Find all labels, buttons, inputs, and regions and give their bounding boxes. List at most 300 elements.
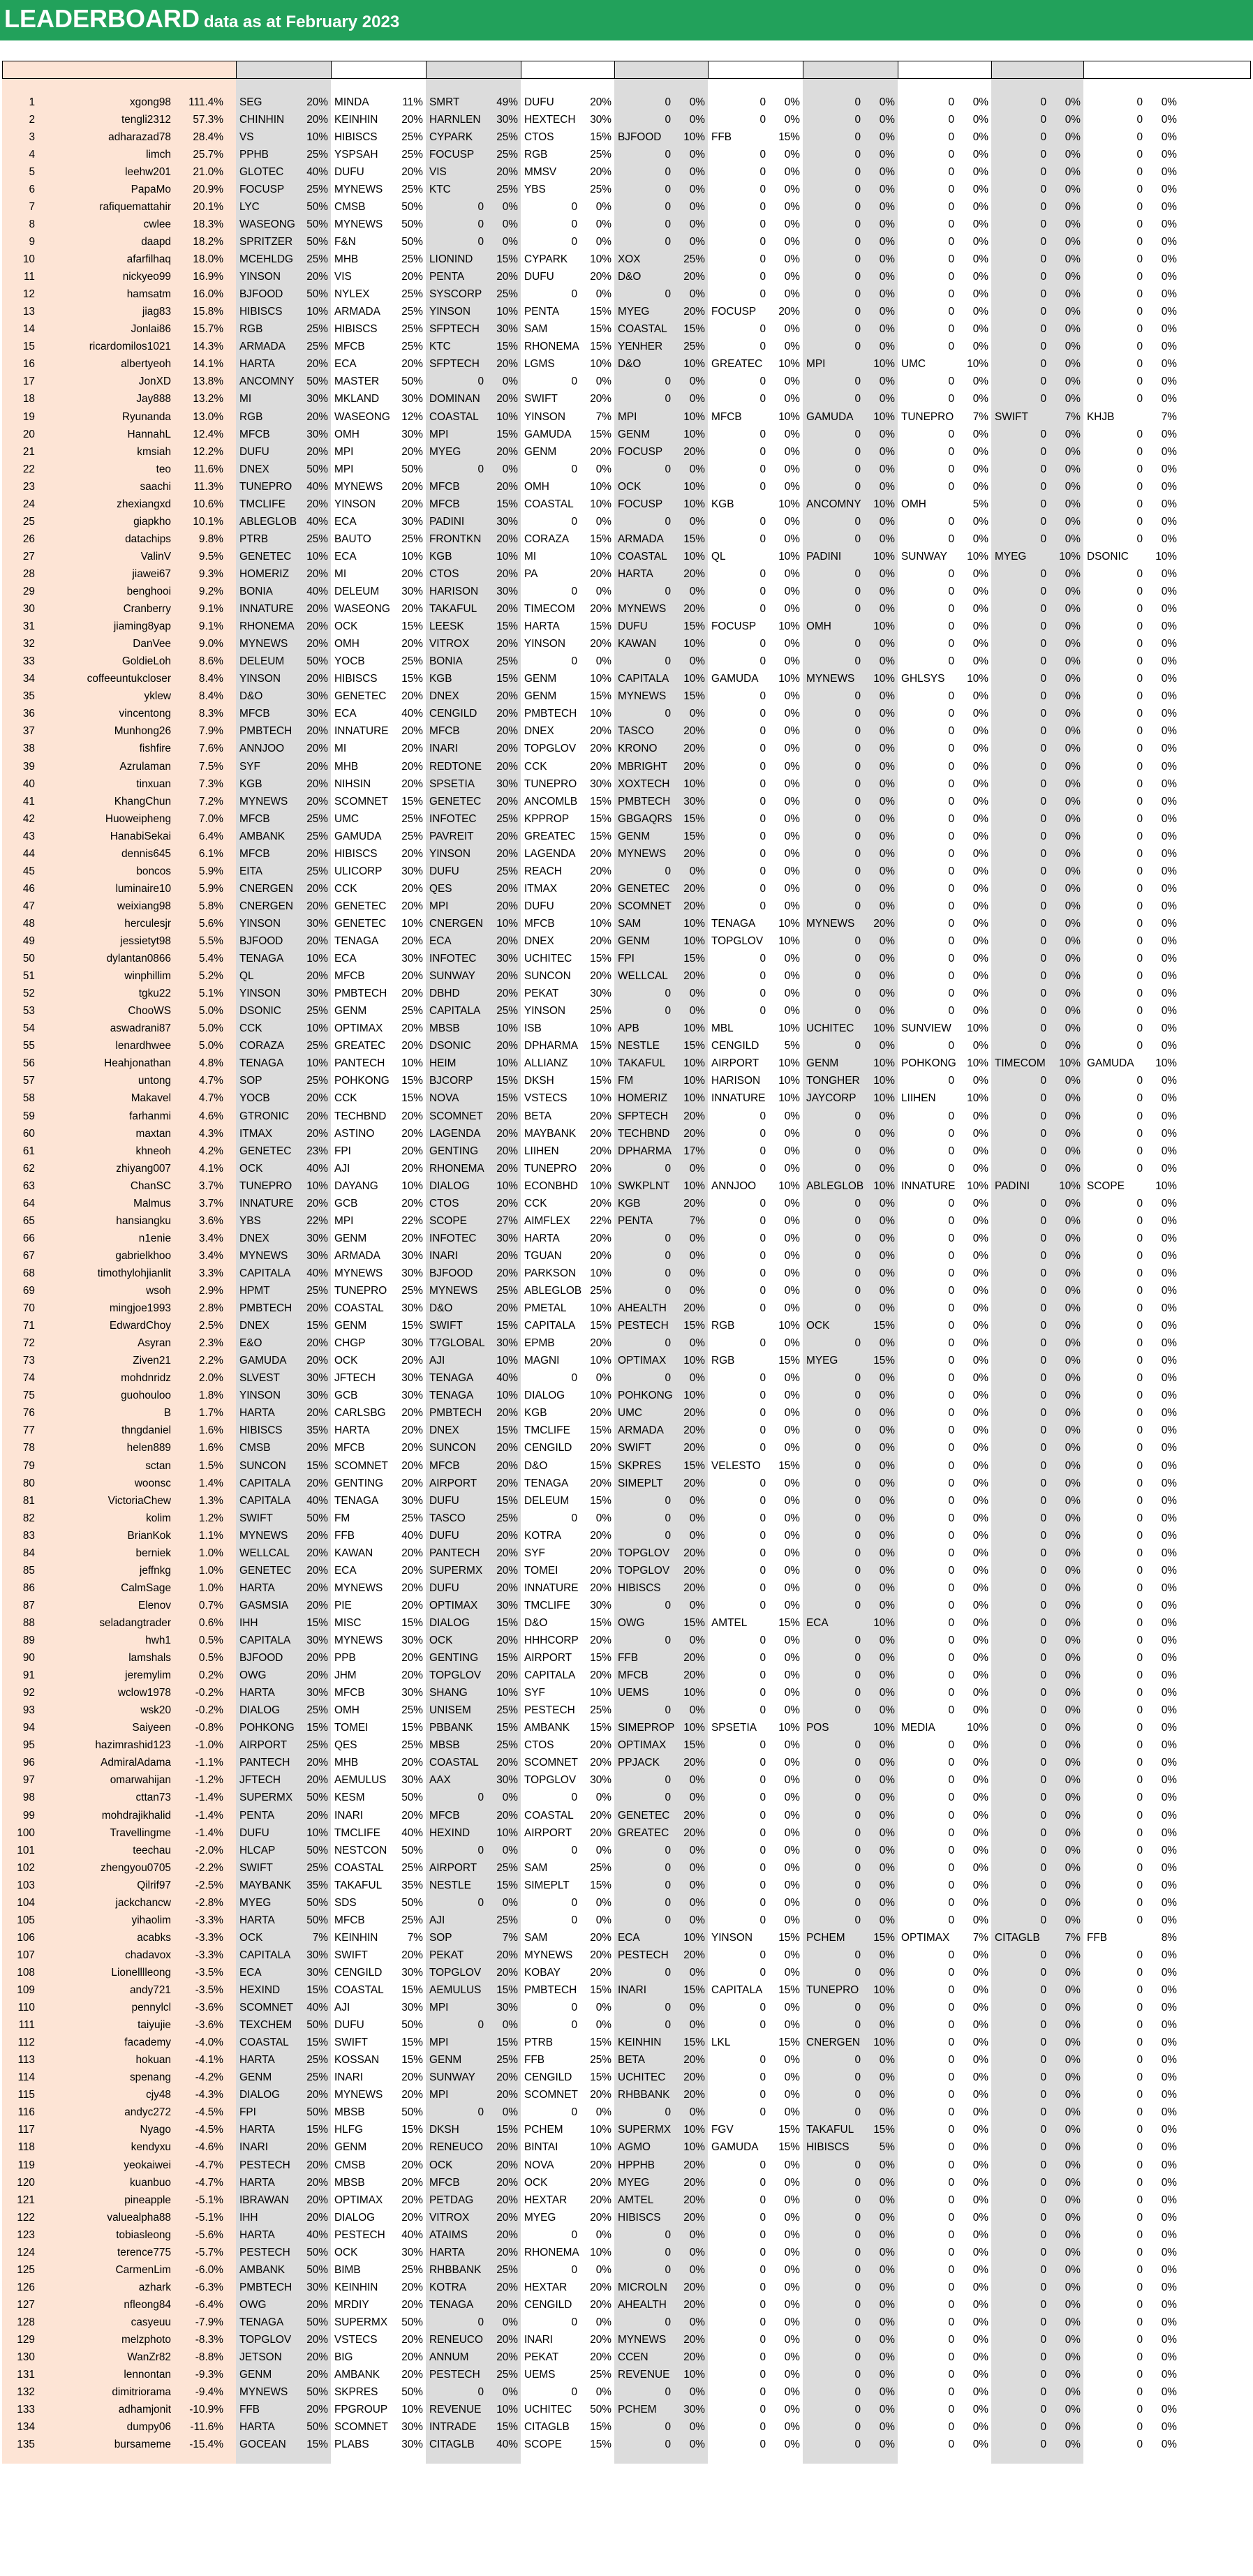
- investment-counter-empty: 0: [571, 463, 577, 475]
- investment-percent: 0%: [1065, 1914, 1081, 1926]
- investment-percent: 20%: [496, 900, 518, 912]
- investment-percent: 20%: [401, 1022, 423, 1035]
- investment-percent: 10%: [590, 1057, 611, 1070]
- investment-counter-empty: 0: [759, 1547, 766, 1559]
- row-stockbitor: dimitriorama: [112, 2386, 171, 2399]
- investment-counter: HARTA: [239, 1914, 275, 1926]
- investment-percent: 10%: [683, 917, 705, 930]
- investment-counter-empty: 0: [1040, 1285, 1046, 1297]
- investment-percent: 0%: [879, 2386, 895, 2399]
- investment-counter-empty: 0: [948, 1529, 954, 1542]
- investment-percent: 0%: [972, 1127, 988, 1140]
- investment-counter-empty: 0: [759, 812, 766, 825]
- row-rank: 13: [22, 306, 35, 318]
- investment-counter-empty: 0: [1040, 970, 1046, 983]
- investment-percent: 0%: [784, 1757, 800, 1769]
- investment-counter-empty: 0: [759, 218, 766, 230]
- investment-counter-empty: 0: [1040, 690, 1046, 703]
- investment-counter-empty: 0: [948, 2369, 954, 2381]
- investment-percent: 15%: [683, 1616, 705, 1629]
- investment-percent: 0%: [1161, 1302, 1177, 1315]
- investment-percent: 0%: [1065, 131, 1081, 143]
- investment-percent: 30%: [401, 1494, 423, 1507]
- investment-counter: MYNEWS: [524, 1949, 573, 1961]
- investment-counter-empty: 0: [1136, 953, 1143, 965]
- row-stockbitor: xgong98: [129, 96, 171, 108]
- investment-percent: 0%: [784, 1879, 800, 1891]
- investment-percent: 50%: [306, 200, 328, 213]
- investment-percent: 20%: [306, 1652, 328, 1665]
- investment-percent: 0%: [879, 218, 895, 230]
- investment-counter-empty: 0: [759, 830, 766, 842]
- investment-counter: ARMADA: [618, 533, 664, 545]
- investment-percent: 10%: [683, 2141, 705, 2154]
- investment-counter-empty: 0: [1136, 900, 1143, 912]
- investment-counter-empty: 0: [948, 2176, 954, 2189]
- investment-percent: 0%: [1161, 830, 1177, 842]
- investment-percent: 15%: [496, 1722, 518, 1734]
- investment-percent: 15%: [401, 2054, 423, 2067]
- investment-percent: 10%: [590, 498, 611, 510]
- investment-percent: 20%: [306, 2176, 328, 2189]
- investment-percent: 0%: [1161, 1249, 1177, 1262]
- investment-percent: 0%: [879, 2211, 895, 2224]
- investment-percent: 20%: [496, 1197, 518, 1209]
- investment-counter: OCK: [618, 480, 642, 493]
- investment-counter: LAGENDA: [524, 847, 576, 860]
- investment-counter: CNERGEN: [239, 882, 293, 895]
- investment-counter-empty: 0: [571, 1372, 577, 1385]
- row-return: 15.7%: [193, 323, 223, 336]
- investment-counter-empty: 0: [1136, 743, 1143, 755]
- investment-percent: 20%: [496, 1145, 518, 1157]
- investment-percent: 0%: [972, 1966, 988, 1979]
- investment-counter: PMBTECH: [239, 725, 292, 738]
- investment-counter: ALLIANZ: [524, 1057, 568, 1070]
- row-stockbitor: lamshals: [128, 1652, 171, 1665]
- investment-percent: 0%: [784, 1424, 800, 1437]
- investment-counter-empty: 0: [1040, 1005, 1046, 1018]
- investment-percent: 0%: [784, 655, 800, 668]
- investment-percent: 0%: [879, 1424, 895, 1437]
- investment-counter-empty: 0: [1040, 1355, 1046, 1367]
- investment-percent: 0%: [879, 900, 895, 912]
- investment-percent: 0%: [784, 2176, 800, 2189]
- investment-percent: 10%: [683, 1092, 705, 1105]
- investment-percent: 0%: [1161, 847, 1177, 860]
- investment-percent: 20%: [306, 2141, 328, 2154]
- investment-counter-empty: 0: [1040, 1040, 1046, 1052]
- investment-percent: 0%: [1065, 847, 1081, 860]
- investment-counter-empty: 0: [571, 1914, 577, 1926]
- investment-percent: 25%: [590, 183, 611, 195]
- investment-percent: 0%: [879, 2054, 895, 2067]
- investment-counter-empty: 0: [665, 1494, 671, 1507]
- investment-percent: 20%: [496, 2176, 518, 2189]
- investment-percent: 0%: [972, 970, 988, 983]
- investment-percent: 0%: [879, 306, 895, 318]
- investment-counter: FOCUSP: [711, 620, 757, 633]
- investment-counter: HIBISCS: [618, 2211, 661, 2224]
- investment-counter-empty: 0: [948, 1162, 954, 1175]
- investment-counter-empty: 0: [1136, 2054, 1143, 2067]
- investment-counter-empty: 0: [1040, 1320, 1046, 1332]
- investment-counter-empty: 0: [759, 1197, 766, 1209]
- investment-counter: TAKAFUL: [429, 603, 477, 616]
- row-stockbitor: kendyxu: [131, 2141, 171, 2154]
- investment-percent: 15%: [496, 1092, 518, 1105]
- investment-percent: 15%: [401, 1320, 423, 1332]
- investment-percent: 10%: [778, 1075, 800, 1087]
- investment-counter: E&O: [239, 1337, 262, 1350]
- row-rank: 46: [22, 882, 35, 895]
- investment-percent: 0%: [595, 2106, 611, 2119]
- investment-counter: OMH: [334, 638, 359, 650]
- investment-counter-empty: 0: [477, 2316, 484, 2328]
- row-stockbitor: Elenov: [138, 1599, 171, 1611]
- investment-counter-empty: 0: [1136, 690, 1143, 703]
- investment-percent: 25%: [306, 341, 328, 353]
- investment-percent: 25%: [683, 253, 705, 266]
- row-stockbitor: woonsc: [134, 1477, 171, 1489]
- investment-counter: ECA: [334, 1564, 357, 1577]
- investment-counter: PMBTECH: [618, 795, 671, 807]
- investment-counter-empty: 0: [854, 777, 861, 790]
- investment-counter-empty: 0: [1040, 1424, 1046, 1437]
- investment-percent: 0%: [1161, 113, 1177, 126]
- investment-counter-empty: 0: [854, 2211, 861, 2224]
- investment-percent: 0%: [1161, 1197, 1177, 1209]
- investment-percent: 11%: [402, 96, 423, 108]
- row-rank: 74: [22, 1372, 35, 1385]
- investment-percent: 10%: [873, 550, 895, 563]
- investment-counter-empty: 0: [759, 2298, 766, 2311]
- investment-counter-empty: 0: [759, 236, 766, 248]
- investment-counter: FFB: [1087, 1931, 1108, 1944]
- row-rank: 55: [22, 1040, 35, 1052]
- investment-percent: 20%: [401, 271, 423, 283]
- investment-counter-empty: 0: [948, 2124, 954, 2136]
- investment-percent: 0%: [1065, 1022, 1081, 1035]
- investment-percent: 0%: [689, 1774, 705, 1787]
- investment-counter-empty: 0: [1136, 1844, 1143, 1856]
- investment-percent: 10%: [778, 550, 800, 563]
- investment-percent: 0%: [784, 1162, 800, 1175]
- investment-counter: CORAZA: [524, 533, 570, 545]
- investment-percent: 0%: [1161, 358, 1177, 371]
- investment-counter: SFPTECH: [429, 323, 480, 336]
- investment-counter: AAX: [429, 1774, 451, 1787]
- investment-counter: TUNEPRO: [239, 480, 292, 493]
- investment-percent: 25%: [401, 830, 423, 842]
- investment-counter: CHINHIN: [239, 113, 285, 126]
- investment-counter: JHM: [334, 1669, 357, 1682]
- row-rank: 64: [22, 1197, 35, 1209]
- investment-counter: SWKPLNT: [618, 1179, 670, 1192]
- investment-percent: 0%: [1065, 271, 1081, 283]
- row-stockbitor: BrianKok: [127, 1529, 171, 1542]
- row-rank: 62: [22, 1162, 35, 1175]
- investment-percent: 0%: [784, 1826, 800, 1839]
- investment-counter: EITA: [239, 865, 263, 877]
- investment-counter-empty: 0: [948, 2263, 954, 2276]
- investment-counter: HHHCORP: [524, 1635, 579, 1646]
- investment-percent: 15%: [401, 2124, 423, 2136]
- investment-counter-empty: 0: [759, 1162, 766, 1175]
- investment-counter-empty: 0: [1136, 567, 1143, 580]
- investment-percent: 0%: [1161, 586, 1177, 597]
- investment-counter-empty: 0: [948, 988, 954, 1000]
- row-return: 9.2%: [198, 586, 223, 597]
- investment-counter: D&O: [618, 271, 642, 283]
- investment-counter-empty: 0: [665, 1792, 671, 1804]
- investment-counter: HARTA: [524, 620, 560, 633]
- investment-percent: 0%: [1065, 988, 1081, 1000]
- investment-percent: 0%: [1161, 2002, 1177, 2014]
- row-return: 9.1%: [198, 620, 223, 633]
- investment-percent: 10%: [683, 1179, 705, 1192]
- investment-counter-empty: 0: [854, 2089, 861, 2101]
- investment-percent: 20%: [401, 1145, 423, 1157]
- investment-counter-empty: 0: [1040, 830, 1046, 842]
- row-rank: 96: [22, 1757, 35, 1769]
- investment-counter-empty: 0: [948, 1110, 954, 1122]
- investment-percent: 15%: [306, 1616, 328, 1629]
- investment-counter: SWIFT: [618, 1442, 651, 1454]
- investment-counter: SWIFT: [524, 393, 558, 405]
- row-return: 5.8%: [198, 900, 223, 912]
- investment-percent: 15%: [590, 1984, 611, 1996]
- investment-counter-empty: 0: [854, 1844, 861, 1856]
- investment-percent: 0%: [595, 218, 611, 230]
- row-rank: 86: [22, 1581, 35, 1594]
- row-rank: 68: [22, 1267, 35, 1279]
- investment-percent: 20%: [306, 673, 328, 685]
- investment-counter-empty: 0: [571, 2002, 577, 2014]
- investment-percent: 20%: [401, 638, 423, 650]
- investment-percent: 0%: [879, 1914, 895, 1926]
- investment-counter: BAUTO: [334, 533, 371, 545]
- investment-percent: 20%: [683, 882, 705, 895]
- investment-counter: ECONBHD: [524, 1179, 578, 1192]
- investment-percent: 40%: [306, 1494, 328, 1507]
- investment-counter: DUFU: [524, 271, 554, 283]
- investment-counter: OMH: [334, 1704, 359, 1717]
- investment-counter: JAYCORP: [806, 1092, 857, 1105]
- row-rank: 105: [17, 1914, 35, 1926]
- investment-percent: 0%: [689, 463, 705, 475]
- investment-percent: 0%: [784, 2106, 800, 2119]
- investment-counter: MFCB: [711, 410, 742, 423]
- investment-percent: 0%: [595, 586, 611, 597]
- investment-counter: UEMS: [618, 1687, 649, 1699]
- investment-counter: HIBISCS: [334, 131, 378, 143]
- investment-counter: WASEONG: [334, 603, 390, 616]
- investment-counter: GENTING: [334, 1477, 384, 1489]
- investment-counter-empty: 0: [1040, 1512, 1046, 1524]
- investment-counter: DUFU: [239, 1826, 269, 1839]
- investment-counter: DIALOG: [239, 2089, 281, 2101]
- investment-percent: 0%: [879, 953, 895, 965]
- row-return: -0.8%: [195, 1722, 223, 1734]
- investment-counter: SCOMNET: [334, 795, 388, 807]
- investment-counter-empty: 0: [1136, 253, 1143, 266]
- investment-percent: 0%: [1161, 1075, 1177, 1087]
- investment-counter-empty: 0: [571, 515, 577, 528]
- investment-percent: 0%: [784, 638, 800, 650]
- investment-percent: 0%: [879, 1512, 895, 1524]
- investment-percent: 20%: [590, 1635, 611, 1646]
- investment-counter-empty: 0: [571, 2263, 577, 2276]
- investment-counter: MYNEWS: [618, 603, 667, 616]
- investment-percent: 0%: [1161, 375, 1177, 388]
- row-rank: 35: [22, 690, 35, 703]
- investment-counter: DELEUM: [524, 1494, 570, 1507]
- investment-percent: 40%: [306, 165, 328, 178]
- row-return: 5.0%: [198, 1040, 223, 1052]
- row-stockbitor: acabks: [137, 1931, 171, 1944]
- investment-percent: 0%: [784, 1214, 800, 1227]
- investment-counter: PANTECH: [239, 1757, 290, 1769]
- investment-counter: SWIFT: [239, 1512, 273, 1524]
- investment-counter: RHBBANK: [618, 2089, 670, 2101]
- investment-counter-empty: 0: [1136, 2211, 1143, 2224]
- investment-counter-empty: 0: [854, 795, 861, 807]
- investment-counter-empty: 0: [854, 1285, 861, 1297]
- investment-percent: 10%: [683, 1022, 705, 1035]
- investment-counter: HARTA: [239, 1581, 275, 1594]
- investment-percent: 0%: [879, 2263, 895, 2276]
- investment-counter-empty: 0: [854, 743, 861, 755]
- investment-counter: SCOMNET: [239, 2002, 293, 2014]
- investment-counter-empty: 0: [665, 200, 671, 213]
- investment-percent: 0%: [879, 1757, 895, 1769]
- investment-counter: INARI: [524, 2334, 554, 2346]
- investment-percent: 0%: [1161, 2334, 1177, 2346]
- investment-percent: 15%: [778, 1616, 800, 1629]
- row-rank: 77: [22, 1424, 35, 1437]
- investment-counter-empty: 0: [1136, 288, 1143, 301]
- investment-counter-empty: 0: [1136, 1616, 1143, 1629]
- investment-counter: COASTAL: [334, 1302, 384, 1315]
- investment-counter-empty: 0: [665, 1774, 671, 1787]
- investment-counter: PEKAT: [429, 1949, 464, 1961]
- investment-percent: 0%: [879, 2106, 895, 2119]
- investment-counter-empty: 0: [1136, 1162, 1143, 1175]
- row-return: 9.3%: [198, 567, 223, 580]
- investment-counter: PETDAG: [429, 2194, 474, 2206]
- investment-percent: 0%: [1161, 953, 1177, 965]
- investment-counter-empty: 0: [948, 1477, 954, 1489]
- investment-percent: 10%: [683, 498, 705, 510]
- investment-counter: TECHBND: [334, 1110, 387, 1122]
- investment-percent: 20%: [401, 2176, 423, 2189]
- investment-percent: 0%: [1161, 271, 1177, 283]
- investment-counter-empty: 0: [1136, 1442, 1143, 1454]
- investment-counter: OCK: [524, 2176, 548, 2189]
- row-return: 3.7%: [198, 1179, 223, 1192]
- investment-percent: 0%: [1065, 1652, 1081, 1665]
- investment-counter: AMBANK: [239, 830, 285, 842]
- investment-percent: 0%: [502, 1844, 518, 1856]
- investment-percent: 20%: [496, 1581, 518, 1594]
- investment-percent: 5%: [879, 2141, 895, 2154]
- row-return: -3.6%: [195, 2002, 223, 2014]
- investment-percent: 0%: [1065, 2194, 1081, 2206]
- investment-counter-empty: 0: [571, 236, 577, 248]
- row-return: 2.2%: [198, 1355, 223, 1367]
- investment-counter-empty: 0: [1040, 515, 1046, 528]
- investment-counter-empty: 0: [1136, 148, 1143, 161]
- investment-counter-empty: 0: [1040, 795, 1046, 807]
- investment-percent: 0%: [972, 1739, 988, 1752]
- row-return: -3.3%: [195, 1931, 223, 1944]
- investment-percent: 0%: [879, 2089, 895, 2101]
- investment-percent: 0%: [689, 96, 705, 108]
- investment-counter-empty: 0: [1040, 375, 1046, 388]
- investment-counter-empty: 0: [759, 1844, 766, 1856]
- investment-counter-empty: 0: [759, 1861, 766, 1874]
- investment-counter: TENAGA: [334, 1494, 379, 1507]
- investment-counter: SIMEPLT: [618, 1477, 663, 1489]
- investment-percent: 0%: [784, 865, 800, 877]
- investment-percent: 30%: [401, 953, 423, 965]
- investment-counter: MBRIGHT: [618, 760, 667, 773]
- investment-counter: MBSB: [429, 1022, 460, 1035]
- investment-counter-empty: 0: [854, 882, 861, 895]
- investment-percent: 0%: [879, 1214, 895, 1227]
- investment-percent: 0%: [784, 218, 800, 230]
- row-return: -4.7%: [195, 2159, 223, 2171]
- row-rank: 85: [22, 1564, 35, 1577]
- investment-percent: 0%: [784, 970, 800, 983]
- investment-percent: 15%: [401, 1616, 423, 1629]
- investment-percent: 20%: [401, 882, 423, 895]
- investment-counter-empty: 0: [854, 760, 861, 773]
- investment-counter: MHB: [334, 760, 359, 773]
- investment-percent: 20%: [496, 603, 518, 616]
- investment-percent: 0%: [1065, 2124, 1081, 2136]
- investment-counter: SUNWAY: [429, 2071, 475, 2084]
- row-rank: 33: [22, 655, 35, 668]
- investment-percent: 10%: [873, 620, 895, 633]
- investment-counter-empty: 0: [1136, 2404, 1143, 2416]
- investment-counter-empty: 0: [1136, 638, 1143, 650]
- investment-counter-empty: 0: [854, 148, 861, 161]
- investment-percent: 20%: [590, 865, 611, 877]
- investment-percent: 0%: [1161, 970, 1177, 983]
- investment-counter-empty: 0: [665, 1285, 671, 1297]
- investment-percent: 0%: [1161, 200, 1177, 213]
- investment-percent: 50%: [306, 2263, 328, 2276]
- investment-counter: HARTA: [239, 2421, 275, 2434]
- investment-percent: 25%: [306, 323, 328, 336]
- investment-counter-empty: 0: [1136, 200, 1143, 213]
- header-percent: [168, 61, 202, 78]
- investment-percent: 0%: [1065, 567, 1081, 580]
- investment-counter-empty: 0: [1040, 253, 1046, 266]
- investment-percent: 20%: [496, 2089, 518, 2101]
- investment-counter: NESTLE: [429, 1879, 471, 1891]
- investment-percent: 0%: [879, 515, 895, 528]
- investment-percent: 0%: [972, 183, 988, 195]
- investment-counter-empty: 0: [759, 1652, 766, 1665]
- row-stockbitor: Jonlai86: [131, 323, 171, 336]
- investment-counter-empty: 0: [1136, 2298, 1143, 2311]
- investment-counter: TAKAFUL: [618, 1057, 666, 1070]
- investment-counter-empty: 0: [1040, 271, 1046, 283]
- investment-counter: PMBTECH: [429, 1407, 482, 1420]
